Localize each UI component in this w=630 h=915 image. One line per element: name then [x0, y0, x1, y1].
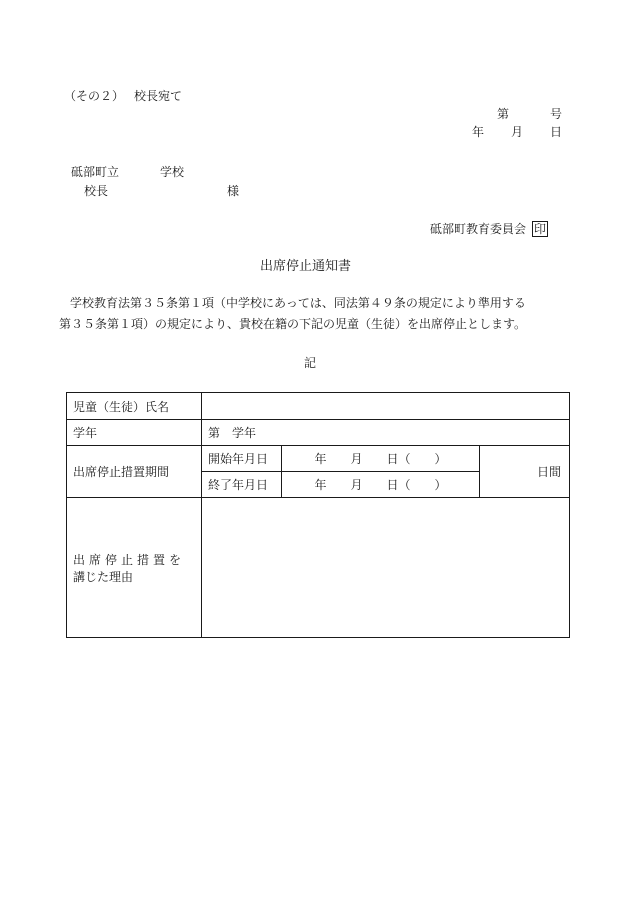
seal-stamp: 印 — [534, 222, 547, 236]
date-day: 日 — [550, 125, 563, 139]
number-suffix: 号 — [550, 107, 563, 121]
recipient-principal: 校長 — [84, 184, 109, 198]
period-label: 出席停止措置期間 — [67, 446, 202, 498]
reason-value-cell[interactable] — [202, 498, 570, 638]
name-value-cell[interactable] — [202, 393, 570, 420]
reason-label-line-2: 講じた理由 — [73, 569, 134, 584]
reason-label — [67, 498, 202, 638]
ki-heading: 記 — [304, 356, 317, 370]
days-label: 日間 — [480, 446, 570, 498]
grade-label: 学年 — [67, 420, 202, 446]
name-label: 児童（生徒）氏名 — [67, 393, 202, 420]
date-month: 月 — [511, 125, 524, 139]
document-title: 出席停止通知書 — [260, 259, 352, 274]
body-line-1: 学校教育法第３５条第１項（中学校にあっては、同法第４９条の規定により準用する — [70, 296, 526, 310]
table-row — [67, 498, 570, 638]
recipient-school: 学校 — [160, 165, 185, 179]
body-line-2: 第３５条第１項）の規定により、貴校在籍の下記の児童（生徒）を出席停止とします。 — [59, 317, 527, 331]
issuer — [430, 221, 548, 237]
document-label: （その２） — [64, 89, 125, 103]
number-prefix: 第 — [497, 107, 510, 121]
table-row — [67, 420, 570, 446]
reason-label-line-1: 出席停止措置を — [73, 552, 186, 567]
notice-form-table — [66, 392, 570, 638]
recipient-town: 砥部町立 — [71, 165, 120, 179]
date-year: 年 — [472, 125, 485, 139]
start-date-value[interactable]: 年 月 日（ ） — [282, 446, 480, 472]
table-row — [67, 446, 570, 472]
issuer-name: 砥部町教育委員会 — [430, 222, 527, 236]
addressee-title: 校長宛て — [134, 89, 183, 103]
start-date-label: 開始年月日 — [202, 446, 282, 472]
end-date-value[interactable]: 年 月 日（ ） — [282, 472, 480, 498]
end-date-label: 終了年月日 — [202, 472, 282, 498]
recipient-honorific: 様 — [227, 184, 240, 198]
table-row — [67, 393, 570, 420]
grade-value[interactable]: 第 学年 — [202, 420, 570, 446]
